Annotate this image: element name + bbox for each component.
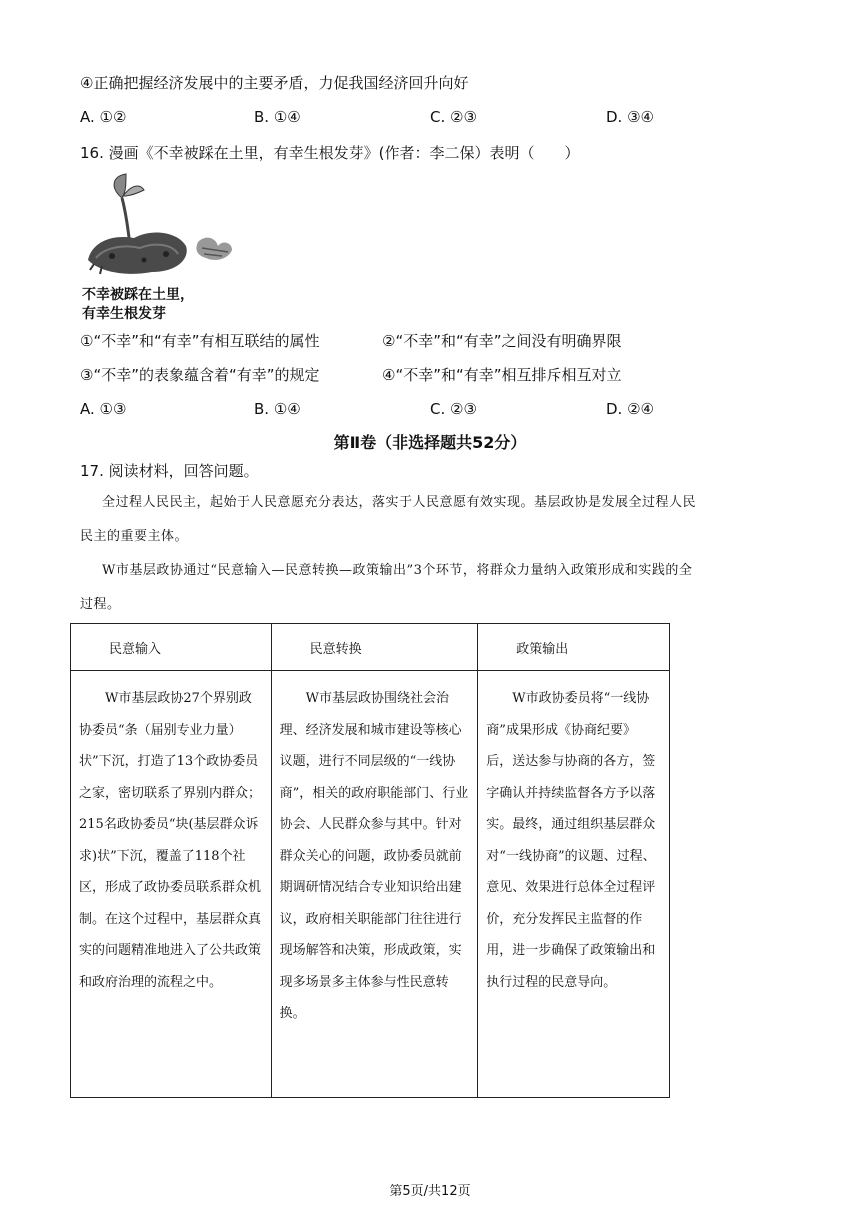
- page-footer: 第5页/共12页: [389, 1184, 471, 1199]
- q16-option-a: A. ①③: [80, 400, 127, 418]
- cartoon-caption-line-2: 有幸生根发芽: [82, 306, 166, 322]
- q17-para-1-line-2: 民主的重要主体。: [80, 529, 189, 544]
- q17-stem: 17. 阅读材料，回答问题。: [80, 462, 259, 480]
- q16-option-d: D. ②④: [606, 400, 654, 418]
- q17-para-1-line-1: 全过程人民民主，起始于人民意愿充分表达，落实于人民意愿有效实现。基层政协是发展全过程人民: [102, 495, 697, 510]
- table-row: [71, 671, 670, 1098]
- table-cell: W市基层政协27个界别政协委员“条（届别专业力量）状”下沉，打造了13个政协委员之家，密切联系了界别内群众；215名政协委员“块(基层群众诉求)状”下沉，覆盖了118个社区，形成了政协委员联系群众机制。在这个过程中，基层群众真实的问题精准地进入了公共政策和政府治理的流程之中。: [71, 671, 272, 1098]
- table-header-cell: 民意转换: [271, 624, 478, 671]
- table-cell: W市政协委员将“一线协商”成果形成《协商纪要》后，送达参与协商的各方，签字确认并持续监督各方予以落实。最终，通过组织基层群众对“一线协商”的议题、过程、意见、效果进行总体全过程评价，充分发挥民主监督的作用，进一步确保了政策输出和执行过程的民意导向。: [478, 671, 670, 1098]
- table-cell: W市基层政协围绕社会治理、经济发展和城市建设等核心议题，进行不同层级的“一线协商”，相关的政府职能部门、行业协会、人民群众参与其中。针对群众关心的问题，政协委员就前期调研情况结合专业知识给出建议，政府相关职能部门往往进行现场解答和决策，形成政策，实现多场景多主体参与性民意转换。: [271, 671, 478, 1098]
- q17-para-2-line-1: W市基层政协通过“民意输入—民意转换—政策输出”3个环节，将群众力量纳入政策形成和实践的全: [102, 563, 693, 578]
- q16-item-2: ②“不幸”和“有幸”之间没有明确界限: [382, 332, 622, 350]
- q15-option-d: D. ③④: [606, 108, 654, 126]
- q16-item-3: ③“不幸”的表象蕴含着“有幸”的规定: [80, 366, 320, 384]
- table-header-cell: 民意输入: [71, 624, 272, 671]
- q16-item-1: ①“不幸”和“有幸”有相互联结的属性: [80, 332, 320, 350]
- q17-para-2-line-2: 过程。: [80, 597, 121, 612]
- cartoon-caption-line-1: 不幸被踩在土里，: [82, 287, 194, 303]
- q15-option-b: B. ①④: [254, 108, 301, 126]
- q15-option-a: A. ①②: [80, 108, 127, 126]
- q16-stem: 16. 漫画《不幸被踩在土里，有幸生根发芽》(作者：李二保）表明（ ）: [80, 144, 580, 162]
- cartoon-image: [82, 168, 242, 322]
- table-header-cell: 政策输出: [478, 624, 670, 671]
- table-header-row: [71, 624, 670, 671]
- section-title: 第Ⅱ卷（非选择题共52分）: [333, 433, 527, 452]
- q16-option-b: B. ①④: [254, 400, 301, 418]
- q16-option-c: C. ②③: [430, 400, 477, 418]
- sprout-in-soil-icon: [82, 168, 242, 278]
- q16-item-4: ④“不幸”和“有幸”相互排斥相互对立: [382, 366, 622, 384]
- q15-item-4: ④正确把握经济发展中的主要矛盾，力促我国经济回升向好: [80, 74, 469, 92]
- q15-option-c: C. ②③: [430, 108, 477, 126]
- material-table: [70, 623, 670, 1098]
